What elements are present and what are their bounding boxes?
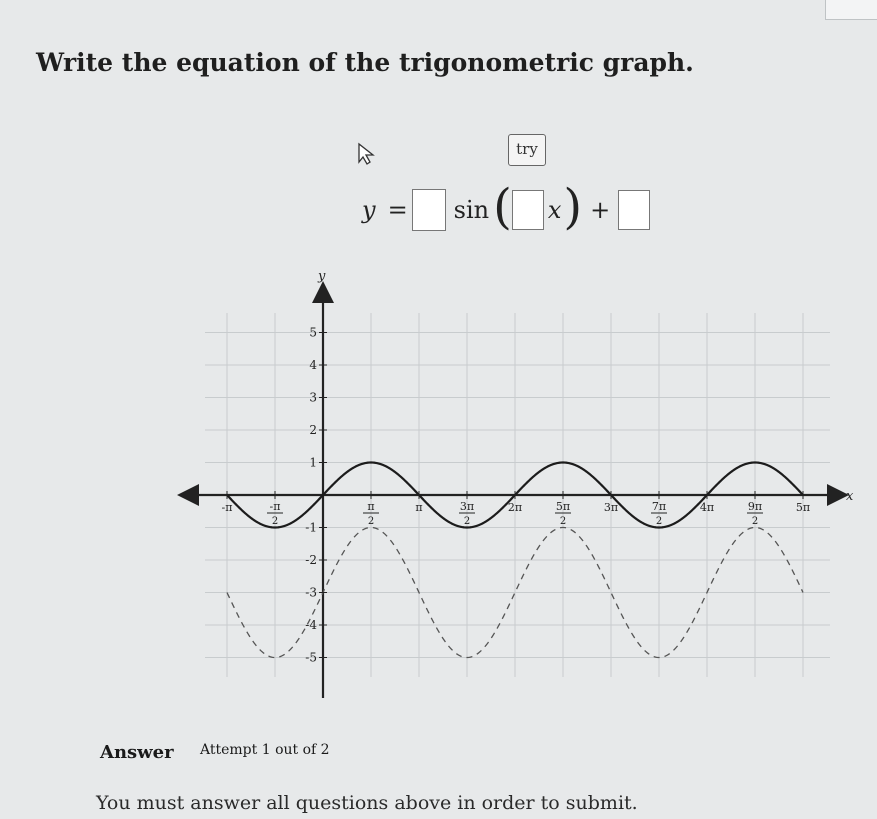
x-tick-label: 4π: [699, 501, 715, 514]
y-tick-label: 2: [309, 423, 317, 437]
equation-y: y: [362, 196, 376, 224]
attempt-counter: Attempt 1 out of 2: [200, 742, 330, 758]
equation-equals: =: [387, 196, 408, 224]
y-tick-label: 5: [309, 325, 317, 340]
submit-note: You must answer all questions above in order to submit.: [96, 792, 638, 814]
x-tick-label-denominator: 2: [655, 516, 663, 527]
x-tick-label: π: [415, 501, 423, 514]
x-tick-label-denominator: 2: [367, 516, 375, 527]
equation-close-paren: ): [563, 179, 583, 235]
x-tick-label: 3π: [603, 501, 619, 514]
try-button[interactable]: try: [508, 134, 546, 166]
equation-sin: sin: [453, 196, 490, 224]
x-tick-label: 7π: [651, 500, 667, 513]
x-tick-label: 2π: [507, 501, 523, 514]
x-tick-label-denominator: 2: [559, 516, 567, 527]
x-tick-label: 5π: [555, 500, 571, 513]
y-tick-label: -1: [305, 520, 317, 535]
x-tick-label: 3π: [459, 500, 475, 513]
y-tick-label: -5: [305, 650, 317, 665]
y-tick-label: -3: [305, 585, 317, 600]
y-tick-label: 1: [309, 455, 317, 470]
x-tick-label: 9π: [747, 500, 763, 513]
y-tick-label: 4: [309, 358, 317, 372]
x-tick-label: -π: [269, 500, 281, 513]
equation-x: x: [547, 196, 562, 224]
x-tick-label-denominator: 2: [751, 516, 759, 527]
x-tick-label-denominator: 2: [271, 516, 279, 527]
y-tick-label: -4: [305, 618, 317, 632]
y-axis-label: y: [318, 269, 326, 284]
answer-label: Answer: [100, 742, 174, 763]
equation-open-paren: (: [493, 179, 512, 235]
x-tick-label: π: [367, 500, 375, 513]
y-tick-label: -2: [305, 553, 317, 567]
x-tick-label-denominator: 2: [463, 516, 471, 527]
x-tick-label: -π: [221, 501, 233, 514]
question-text: Write the equation of the trigonometric graph.: [36, 48, 694, 77]
y-tick-label: 3: [309, 390, 317, 405]
x-tick-label: 5π: [795, 501, 811, 514]
equation-plus: +: [590, 196, 611, 224]
x-axis-label: x: [846, 489, 854, 504]
